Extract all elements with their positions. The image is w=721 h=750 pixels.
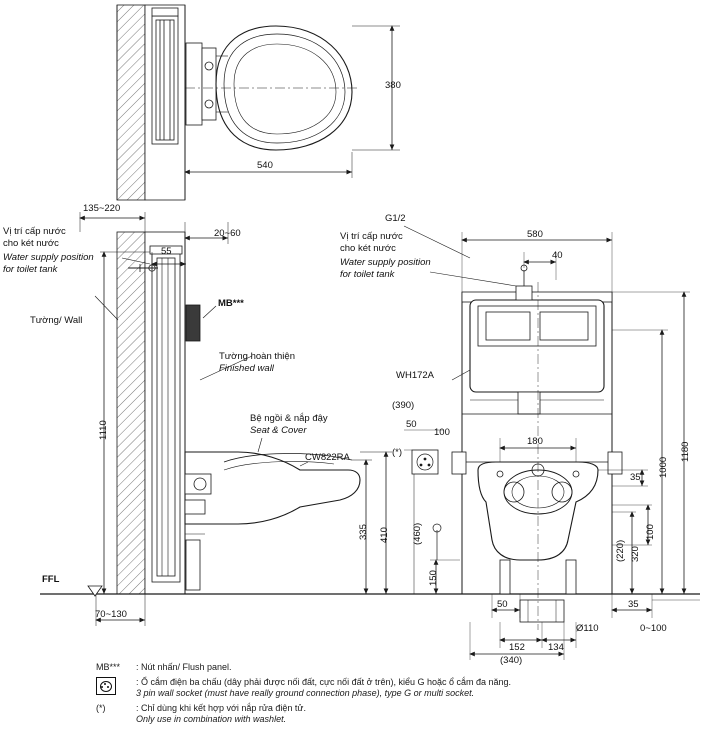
finished-wall-vi: Tường hoàn thiện <box>219 351 295 362</box>
wall-label: Tường/ Wall <box>30 315 83 326</box>
front-dim-50-bottom: 50 <box>497 599 508 610</box>
legend-key-asterisk: (*) <box>96 702 106 713</box>
front-dim-340: (340) <box>500 655 523 666</box>
front-dim-320: 320 <box>630 546 641 562</box>
seat-cover-en: Seat & Cover <box>250 425 307 436</box>
water-supply-en-line1-front: Water supply position <box>340 257 431 268</box>
front-dim-50-left: 50 <box>406 419 417 430</box>
front-dim-100-left: 100 <box>434 427 450 438</box>
side-dim-335: 335 <box>358 524 369 540</box>
legend-text-washlet-en: Only use in combination with washlet. <box>136 714 287 724</box>
front-dim-152: 152 <box>509 642 525 653</box>
tank-model-wh172a: WH172A <box>396 370 435 381</box>
water-supply-vi-line2-front: cho két nước <box>340 243 396 254</box>
ffl-label: FFL <box>42 574 60 585</box>
mb-label: MB*** <box>218 298 244 309</box>
legend <box>96 662 656 727</box>
front-dim-40: 40 <box>552 250 563 261</box>
front-dim-100-right: 100 <box>645 524 656 540</box>
side-dim-135-220: 135~220 <box>83 203 121 214</box>
water-supply-vi-line2-side: cho két nước <box>3 238 59 249</box>
side-dim-20-60: 20~60 <box>214 228 241 239</box>
front-dim-diameter-110: Ø110 <box>576 623 599 634</box>
front-dim-0-100: 0~100 <box>640 623 667 634</box>
legend-row-socket <box>96 677 656 700</box>
finished-wall-en: Finished wall <box>219 363 274 374</box>
front-dim-150: 150 <box>428 570 439 586</box>
water-supply-en-line1-side: Water supply position <box>3 252 94 263</box>
front-label-g12: G1/2 <box>385 213 406 224</box>
side-dim-1110: 1110 <box>98 420 109 440</box>
water-supply-en-line2-side: for toilet tank <box>3 264 58 275</box>
top-view-dim-380: 380 <box>385 80 401 91</box>
front-dim-460: (460) <box>412 522 423 545</box>
legend-text-flush-panel: : Nút nhấn/ Flush panel. <box>136 662 232 672</box>
legend-row-washlet <box>96 703 656 726</box>
front-dim-134: 134 <box>548 642 564 653</box>
front-dim-220: (220) <box>615 539 626 562</box>
front-note-asterisk: (*) <box>392 447 403 458</box>
legend-key-socket <box>96 677 136 695</box>
legend-text-socket-en: 3 pin wall socket (must have really ground connection phase), type G or multi socket. <box>136 688 475 698</box>
socket-icon <box>96 677 116 695</box>
front-dim-390: (390) <box>392 400 415 411</box>
model-cw822ra: CW822RA <box>305 452 350 463</box>
front-dim-35-upper: 35 <box>630 472 641 483</box>
front-dim-180: 180 <box>527 436 543 447</box>
front-dim-1000: 1000 <box>658 456 669 478</box>
side-dim-70-130: 70~130 <box>95 609 127 620</box>
water-supply-vi-line1-front: Vị trí cấp nước <box>340 231 403 242</box>
legend-text-washlet-vi: : Chỉ dùng khi kết hợp với nắp rửa điện tử. <box>136 702 306 713</box>
legend-key-mb: MB*** <box>96 662 121 672</box>
front-dim-580: 580 <box>527 229 543 240</box>
side-dim-410: 410 <box>379 527 390 543</box>
water-supply-vi-line1-side: Vị trí cấp nước <box>3 226 66 237</box>
top-view-dim-540: 540 <box>257 160 273 171</box>
legend-row-flush-panel <box>96 662 656 674</box>
legend-text-socket-vi: : Ổ cắm điện ba chấu (dây phải được nối đất, cực nối đất ở trên), kiểu G hoặc ổ cắm đa năng. <box>136 676 512 687</box>
front-dim-1180: 1180 <box>680 441 691 462</box>
seat-cover-vi: Bệ ngồi & nắp đậy <box>250 413 328 424</box>
side-dim-55: 55 <box>161 246 172 257</box>
water-supply-en-line2-front: for toilet tank <box>340 269 395 280</box>
front-dim-35-lower: 35 <box>628 599 639 610</box>
